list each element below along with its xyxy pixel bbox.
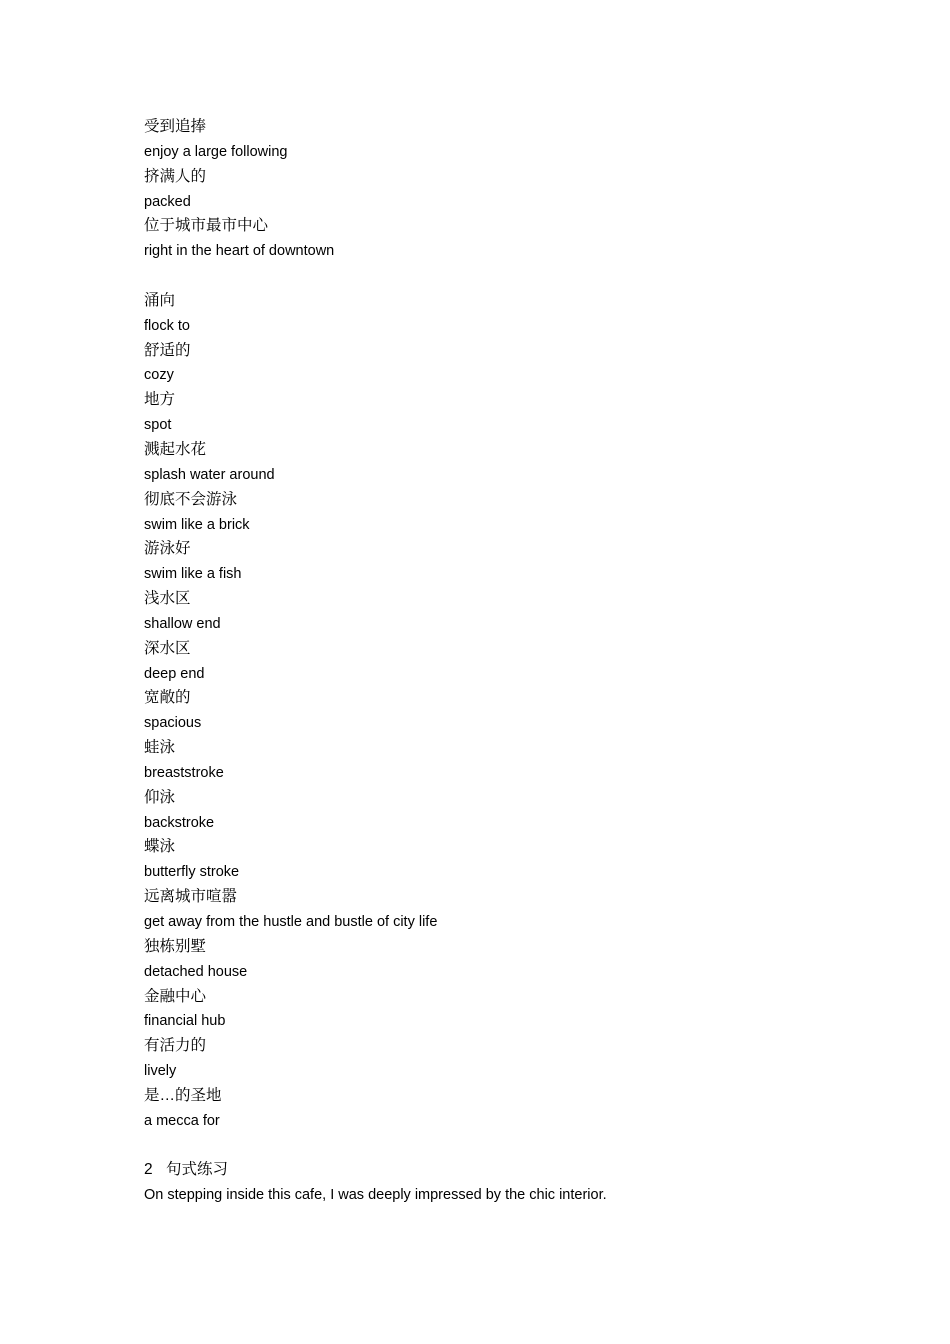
- vocab-term-chinese: 蝶泳: [144, 838, 176, 856]
- vocab-term-chinese: 位于城市最市中心: [144, 217, 269, 235]
- vocab-term-chinese: 有活力的: [144, 1037, 207, 1055]
- vocab-term-english: swim like a brick: [144, 516, 250, 533]
- vocab-term-english: spot: [144, 417, 172, 434]
- blank-line: [144, 264, 904, 289]
- vocab-term-english: shallow end: [144, 615, 221, 632]
- section-number: 2: [144, 1161, 153, 1179]
- vocab-group-1: [144, 115, 904, 264]
- blank-line: [144, 1134, 904, 1159]
- vocab-term-english: enjoy a large following: [144, 143, 288, 160]
- vocab-term-english: breaststroke: [144, 764, 224, 781]
- vocab-term-english: backstroke: [144, 814, 215, 831]
- vocab-term-chinese: 舒适的: [144, 341, 191, 359]
- vocab-term-chinese: 远离城市喧嚣: [144, 888, 238, 906]
- vocab-term-english: detached house: [144, 963, 248, 980]
- section-title: 句式练习: [166, 1161, 229, 1179]
- vocab-term-chinese: 溅起水花: [144, 440, 207, 458]
- vocab-term-chinese: 金融中心: [144, 987, 207, 1005]
- vocab-term-english: right in the heart of downtown: [144, 243, 335, 260]
- vocab-term-chinese: 宽敞的: [144, 689, 191, 707]
- vocab-term-english: splash water around: [144, 466, 275, 483]
- vocab-term-chinese: 蛙泳: [144, 739, 176, 757]
- vocab-term-chinese: 游泳好: [144, 540, 191, 558]
- vocab-term-chinese: 受到追捧: [144, 118, 207, 135]
- vocab-term-chinese: 彻底不会游泳: [144, 490, 238, 508]
- section-heading: [144, 1158, 904, 1183]
- vocab-term-english: financial hub: [144, 1013, 226, 1030]
- document-content: [144, 115, 904, 1208]
- vocab-group-2: [144, 289, 904, 1134]
- vocab-term-chinese: 仰泳: [144, 788, 176, 806]
- vocab-term-english: deep end: [144, 665, 205, 682]
- vocab-term-chinese: 深水区: [144, 639, 191, 657]
- vocab-term-chinese: 地方: [144, 391, 176, 409]
- vocab-term-english: flock to: [144, 317, 190, 334]
- vocab-term-english: lively: [144, 1063, 177, 1080]
- vocab-term-english: butterfly stroke: [144, 864, 240, 881]
- vocab-term-chinese: 浅水区: [144, 590, 191, 608]
- vocab-term-chinese: 挤满人的: [144, 167, 207, 185]
- vocab-term-chinese: 涌向: [144, 291, 176, 309]
- vocab-term-english: swim like a fish: [144, 566, 242, 583]
- example-sentence: On stepping inside this cafe, I was deeply impressed by the chic interior.: [144, 1187, 607, 1204]
- vocab-term-english: cozy: [144, 367, 174, 384]
- vocab-term-english: packed: [144, 193, 191, 210]
- vocab-term-chinese: 独栋别墅: [144, 937, 207, 955]
- vocab-term-english: spacious: [144, 715, 202, 732]
- vocab-term-chinese: 是…的圣地: [144, 1086, 222, 1104]
- vocab-term-english: get away from the hustle and bustle of city life: [144, 914, 438, 930]
- vocab-term-english: a mecca for: [144, 1112, 220, 1129]
